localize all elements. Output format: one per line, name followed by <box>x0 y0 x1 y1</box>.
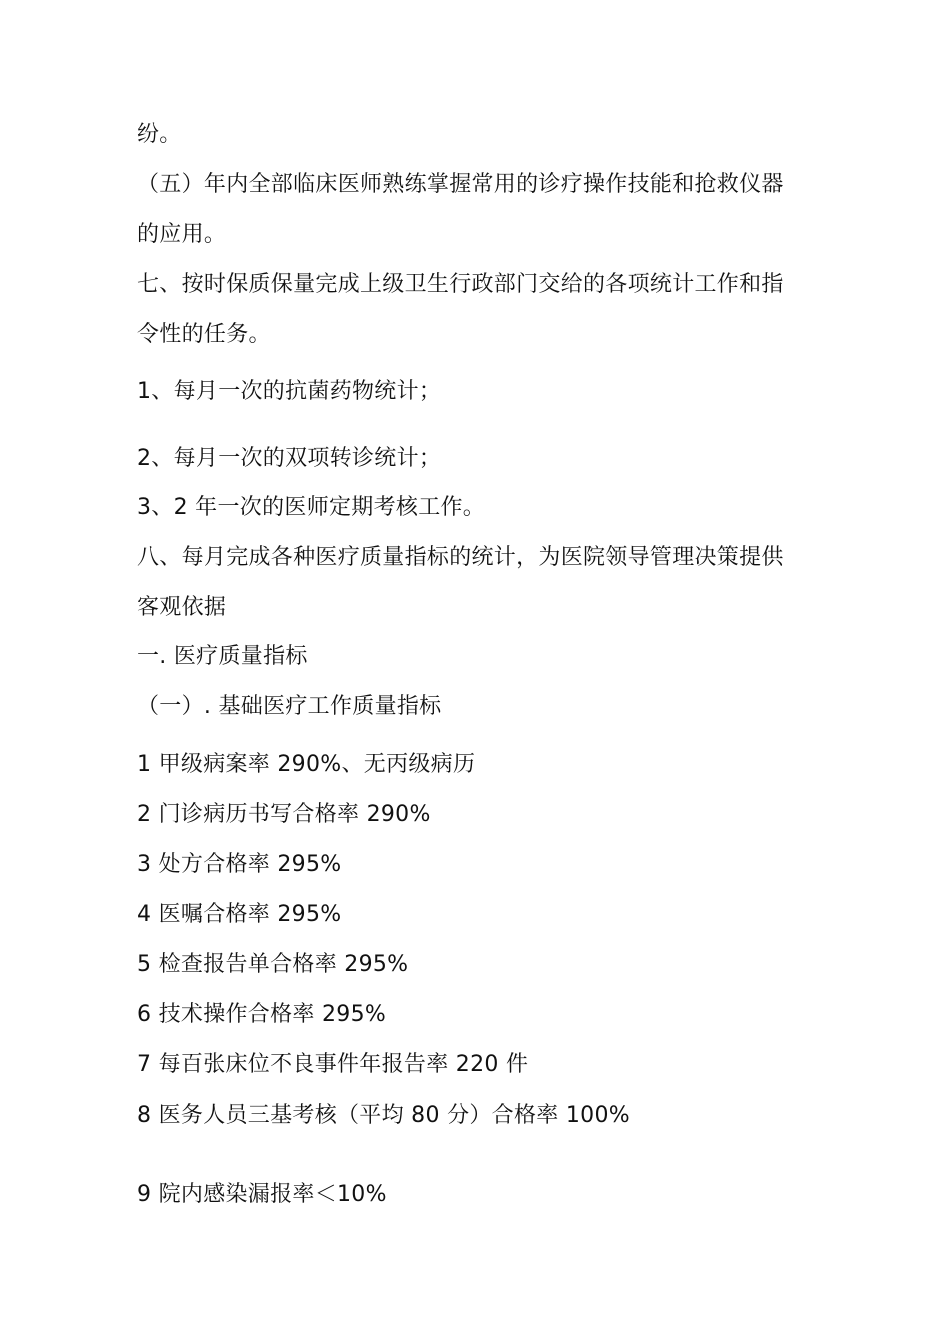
list-item: 3、2 年一次的医师定期考核工作。 <box>137 495 486 520</box>
list-item: 6 技术操作合格率 295% <box>137 1002 387 1027</box>
list-item: 5 检查报告单合格率 295% <box>137 952 409 977</box>
list-item: 2 门诊病历书写合格率 290% <box>137 802 431 827</box>
list-item: 3 处方合格率 295% <box>137 852 342 877</box>
paragraph-line: 纷。 <box>137 122 182 147</box>
paragraph-line: 客观依据 <box>137 595 227 620</box>
paragraph-line: 令性的任务。 <box>137 322 271 347</box>
paragraph-line: 七、按时保质保量完成上级卫生行政部门交给的各项统计工作和指 <box>137 272 784 297</box>
list-item: 4 医嘱合格率 295% <box>137 902 342 927</box>
subsection-heading: （一）. 基础医疗工作质量指标 <box>137 694 442 719</box>
list-item: 1 甲级病案率 290%、无丙级病历 <box>137 752 476 777</box>
paragraph-line: 的应用。 <box>137 222 227 247</box>
section-heading: 一. 医疗质量指标 <box>137 644 308 669</box>
list-item: 8 医务人员三基考核（平均 80 分）合格率 100% <box>137 1103 630 1128</box>
paragraph-line: （五）年内全部临床医师熟练掌握常用的诊疗操作技能和抢救仪器 <box>137 172 784 197</box>
list-item: 9 院内感染漏报率＜10% <box>137 1182 387 1207</box>
list-item: 7 每百张床位不良事件年报告率 220 件 <box>137 1052 529 1077</box>
list-item: 2、每月一次的双项转诊统计； <box>137 446 442 471</box>
list-item: 1、每月一次的抗菌药物统计； <box>137 379 442 404</box>
paragraph-line: 八、每月完成各种医疗质量指标的统计，为医院领导管理决策提供 <box>137 545 784 570</box>
